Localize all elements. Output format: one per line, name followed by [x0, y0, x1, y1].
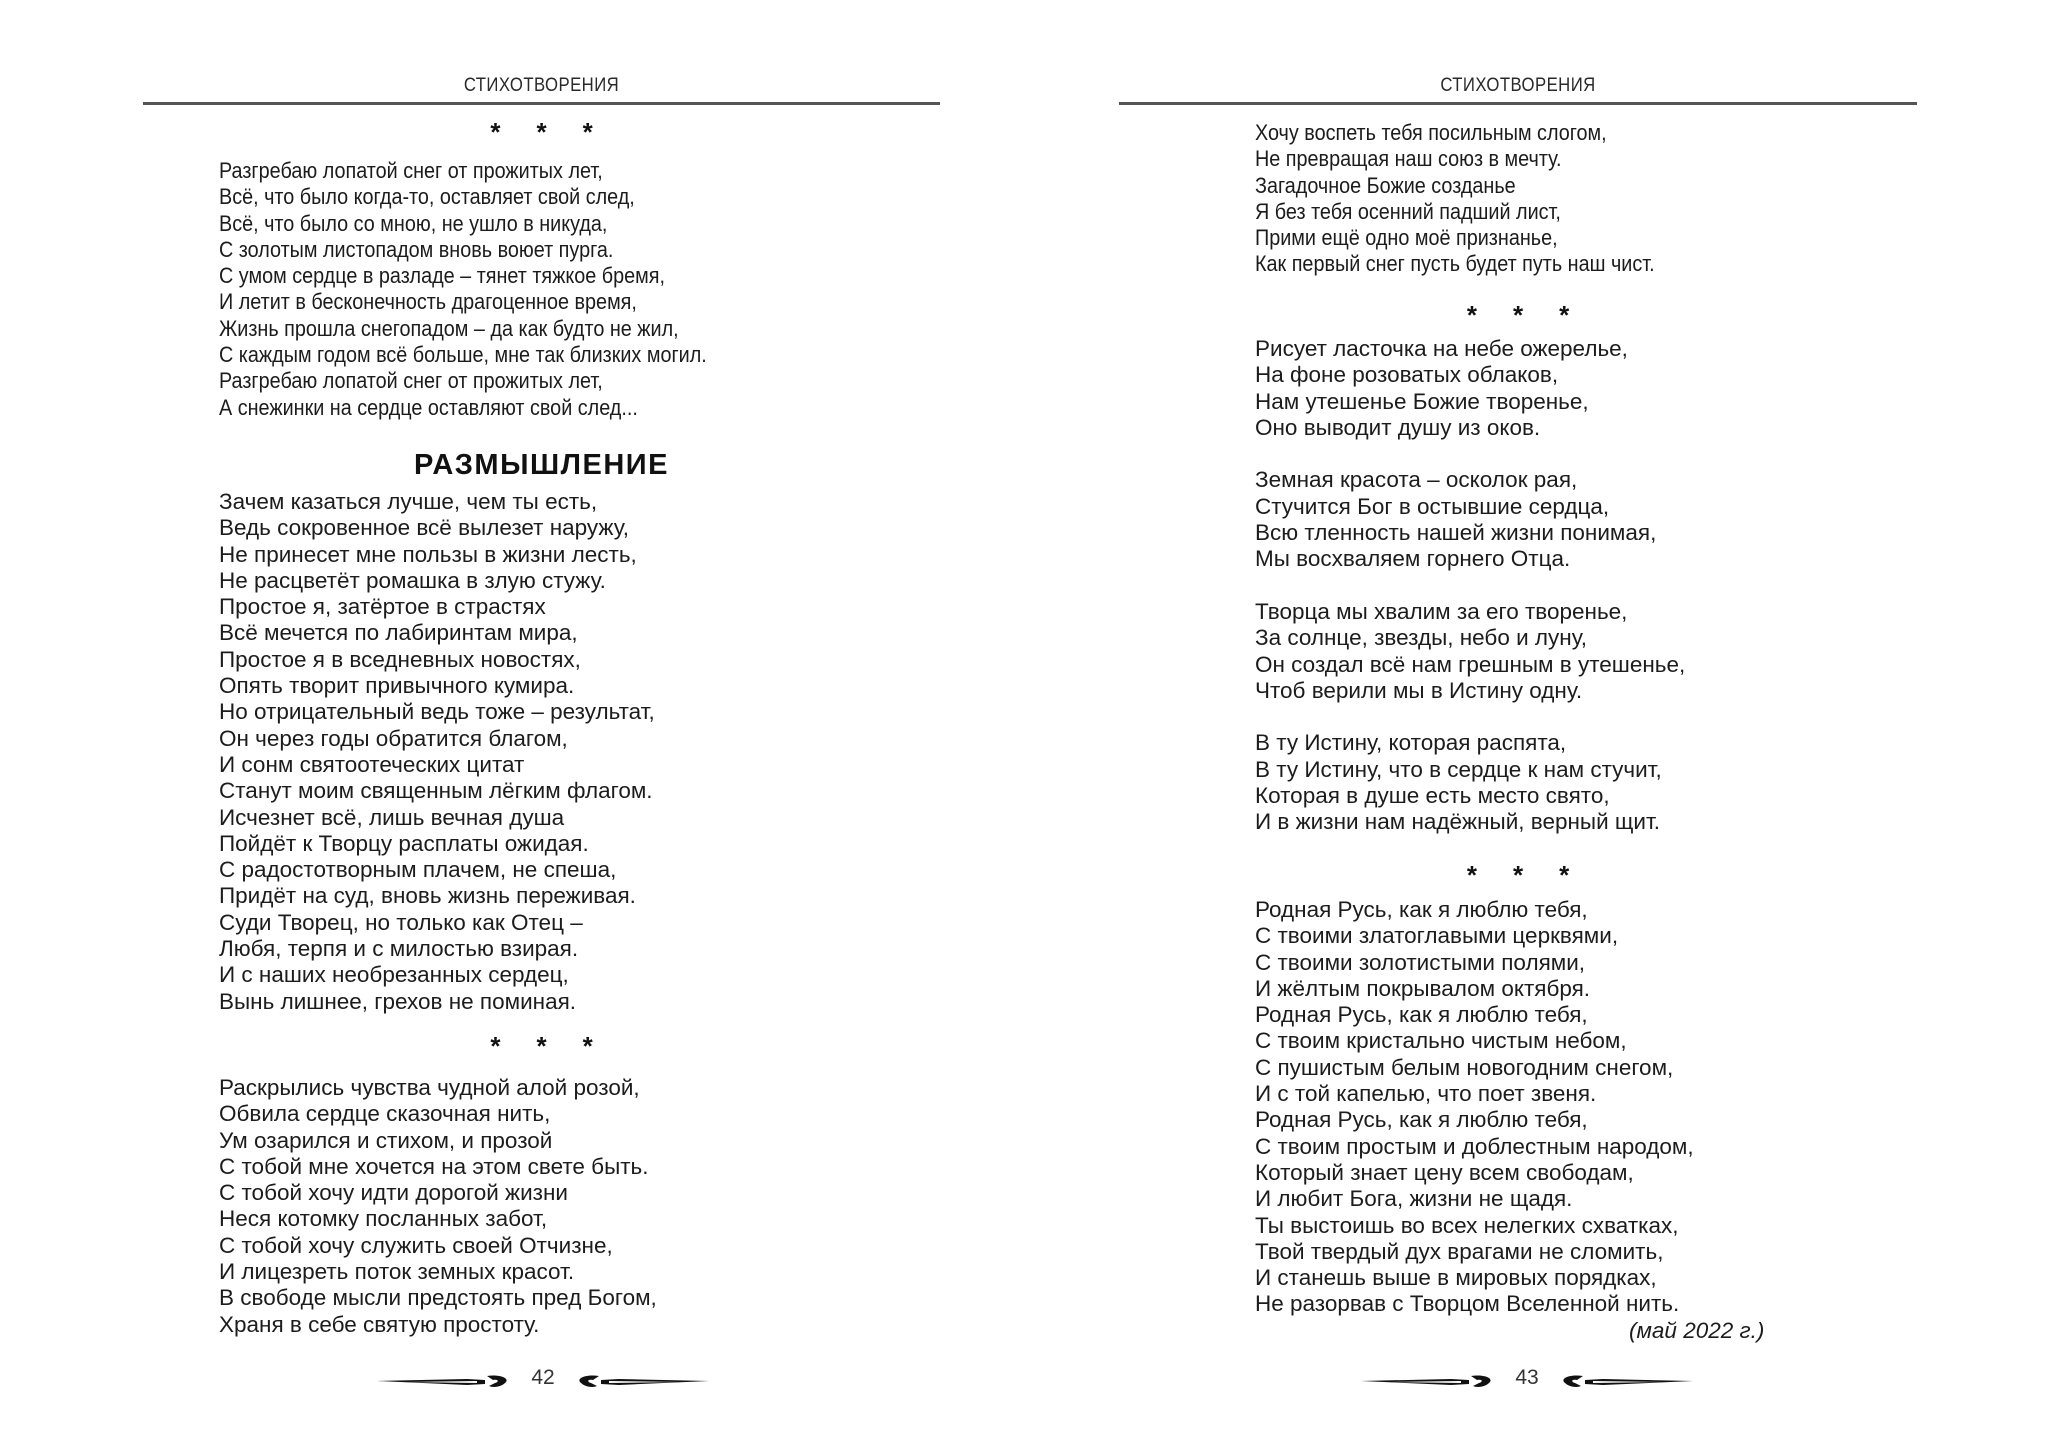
verse-line: Жизнь прошла снегопадом – да как будто не жил, [219, 315, 679, 341]
verse-line: Он создал всё нам грешным в утешенье, [1255, 651, 1686, 677]
page-footer [1119, 1366, 1917, 1396]
verse-line: Нам утешенье Божие творенье, [1255, 388, 1589, 414]
poem-4 [1255, 336, 1685, 836]
page-number: 42 [531, 1366, 555, 1389]
poem-2 [219, 489, 655, 1015]
verse-line: Я без тебя осенний падший лист, [1255, 198, 1561, 224]
verse-line: Суди Творец, но только как Отец – [219, 909, 583, 935]
running-head: СТИХОТВОРЕНИЯ [463, 75, 620, 96]
verse-line: И любит Бога, жизни не щадя. [1255, 1186, 1573, 1212]
section-separator [1119, 302, 1917, 328]
verse-line: Прими ещё одно моё признанье, [1255, 225, 1558, 251]
verse-line: Всю тленность нашей жизни понимая, [1255, 520, 1657, 546]
verse-line: С тобой хочу идти дорогой жизни [219, 1180, 568, 1206]
asterisk-icon: * [1466, 300, 1495, 330]
verse-line: На фоне розоватых облаков, [1255, 362, 1559, 388]
verse-line: Ум озарился и стихом, и прозой [219, 1127, 553, 1153]
verse-line: Исчезнет всё, лишь вечная душа [219, 804, 565, 830]
verse-line: Неся котомку посланных забот, [219, 1206, 548, 1232]
asterisk-icon: * [582, 1031, 611, 1061]
verse-line: И летит в бесконечность драгоценное время, [219, 289, 637, 315]
verse-line: Рисует ласточка на небе ожерелье, [1255, 336, 1628, 361]
verse-line: Не расцветёт ромашка в злую стужу. [219, 567, 606, 593]
verse-line: С твоими златоглавыми церквями, [1255, 923, 1619, 949]
verse-line: Раскрылись чувства чудной алой розой, [219, 1075, 640, 1100]
verse-line: Он через годы обратится благом, [219, 725, 568, 751]
verse-line: Всё мечется по лабиринтам мира, [219, 620, 578, 646]
asterisk-icon: * [1559, 860, 1588, 890]
asterisk-icon: * [490, 117, 519, 147]
verse-line: Пойдёт к Творцу расплаты ожидая. [219, 830, 589, 856]
verse-line: За солнце, звезды, небо и луну, [1255, 625, 1587, 651]
verse-line: С радостотворным плачем, не спеша, [219, 857, 617, 883]
verse-line: Всё, что было со мною, не ушло в никуда, [219, 210, 608, 236]
poem-1 [219, 158, 773, 421]
verse-line: Простое я в вседневных новостях, [219, 646, 581, 672]
header-rule [1119, 102, 1917, 105]
verse-line: Чтоб верили мы в Истину одну. [1255, 677, 1583, 703]
running-head: СТИХОТВОРЕНИЯ [1440, 75, 1596, 96]
verse-line: Который знает цену всем свободам, [1255, 1159, 1634, 1185]
verse-line: Зачем казаться лучше, чем ты есть, [219, 489, 598, 514]
asterisk-icon: * [490, 1031, 519, 1061]
ornament-right-icon [573, 1374, 709, 1390]
poem-3 [219, 1075, 657, 1338]
verse-line: Земная красота – осколок рая, [1255, 467, 1578, 493]
verse-line: Не принесет мне пользы в жизни лесть, [219, 541, 637, 567]
asterisk-icon: * [536, 1031, 565, 1061]
verse-line: И в жизни нам надёжный, верный щит. [1255, 809, 1661, 835]
verse-line: С пушистым белым новогодним снегом, [1255, 1054, 1674, 1080]
verse-line: Ведь сокровенное всё вылезет наружу, [219, 515, 629, 541]
verse-line: С твоим простым и доблестным народом, [1255, 1133, 1694, 1159]
verse-line: Простое я, затёртое в страстях [219, 594, 546, 620]
page-footer [143, 1366, 940, 1396]
verse-line: Творца мы хвалим за его творенье, [1255, 598, 1628, 624]
poem-3-continuation [1255, 120, 1709, 278]
verse-line: Опять творит привычного кумира. [219, 673, 575, 699]
verse-line: Родная Русь, как я люблю тебя, [1255, 1002, 1588, 1028]
verse-line: Вынь лишнее, грехов не поминая. [219, 988, 577, 1014]
verse-line: Разгребаю лопатой снег от прожитых лет, [219, 158, 603, 183]
verse-line: Мы восхваляем горнего Отца. [1255, 546, 1571, 572]
poem-title: РАЗМЫШЛЕНИЕ [414, 449, 669, 481]
asterisk-icon: * [1466, 860, 1495, 890]
verse-line: Ты выстоишь во всех нелегких схватках, [1255, 1212, 1679, 1238]
verse-line: Храня в себе святую простоту. [219, 1311, 540, 1337]
verse-line: Не разорвав с Творцом Вселенной нить. [1255, 1291, 1680, 1317]
verse-line: С каждым годом всё больше, мне так близких могил. [219, 342, 707, 368]
verse-line: С тобой хочу служить своей Отчизне, [219, 1232, 613, 1258]
verse-line: А снежинки на сердце оставляют свой след... [219, 394, 638, 420]
verse-line: И жёлтым покрывалом октября. [1255, 975, 1591, 1001]
verse-line: Хочу воспеть тебя посильным слогом, [1255, 120, 1607, 145]
ornament-right-icon [1557, 1374, 1693, 1390]
verse-line: Разгребаю лопатой снег от прожитых лет, [219, 368, 603, 394]
verse-line: Станут моим священным лёгким флагом. [219, 778, 653, 804]
verse-line: С тобой мне хочется на этом свете быть. [219, 1153, 649, 1179]
verse-line: Любя, терпя и с милостью взирая. [219, 936, 579, 962]
verse-line: И с наших необрезанных сердец, [219, 962, 569, 988]
section-separator [143, 1033, 940, 1059]
asterisk-icon: * [1512, 300, 1542, 330]
ornament-left-icon [1361, 1374, 1497, 1390]
verse-line: И сонм святоотеческих цитат [219, 751, 525, 777]
verse-line: Оно выводит душу из оков. [1255, 414, 1541, 440]
verse-line: Не превращая наш союз в мечту. [1255, 146, 1562, 172]
verse-line: В ту Истину, что в сердце к нам стучит, [1255, 756, 1662, 782]
verse-line: Всё, что было когда-то, оставляет свой след, [219, 184, 635, 210]
verse-line: И лицезреть поток земных красот. [219, 1259, 575, 1285]
verse-line: Родная Русь, как я люблю тебя, [1255, 1107, 1588, 1133]
verse-line: Твой твердый дух врагами не сломить, [1255, 1238, 1664, 1264]
verse-line: С золотым листопадом вновь воюет пурга. [219, 236, 614, 262]
asterisk-icon: * [1512, 860, 1542, 890]
ornament-left-icon [377, 1374, 513, 1390]
right-page [1119, 0, 1917, 1454]
asterisk-icon: * [582, 117, 611, 147]
asterisk-icon: * [1559, 300, 1588, 330]
verse-line: В свободе мысли предстоять пред Богом, [219, 1285, 657, 1311]
verse-line: Родная Русь, как я люблю тебя, [1255, 897, 1588, 922]
verse-line: И станешь выше в мировых порядках, [1255, 1265, 1657, 1291]
header-rule [143, 102, 940, 105]
verse-line: С твоим кристально чистым небом, [1255, 1028, 1627, 1054]
page-number: 43 [1515, 1366, 1539, 1389]
asterisk-icon: * [536, 117, 565, 147]
verse-line: С умом сердце в разладе – тянет тяжкое бремя, [219, 263, 665, 289]
verse-line: Которая в душе есть место свято, [1255, 783, 1610, 809]
verse-line: Стучится Бог в остывшие сердца, [1255, 493, 1610, 519]
verse-line: В ту Истину, которая распята, [1255, 730, 1567, 756]
section-separator [1119, 862, 1917, 888]
verse-line: Как первый снег пусть будет путь наш чист. [1255, 251, 1655, 277]
verse-line: Но отрицательный ведь тоже – результат, [219, 699, 655, 725]
verse-line: Придёт на суд, вновь жизнь переживая. [219, 883, 636, 909]
poem-5 [1255, 897, 1694, 1318]
verse-line: С твоими золотистыми полями, [1255, 949, 1586, 975]
left-page [143, 0, 940, 1454]
section-separator [143, 119, 940, 145]
poem-date: (май 2022 г.) [1629, 1318, 1765, 1343]
verse-line: Загадочное Божие созданье [1255, 172, 1516, 198]
verse-line: Обвила сердце сказочная нить, [219, 1101, 551, 1127]
verse-line: И с той капелью, что поет звеня. [1255, 1081, 1597, 1107]
